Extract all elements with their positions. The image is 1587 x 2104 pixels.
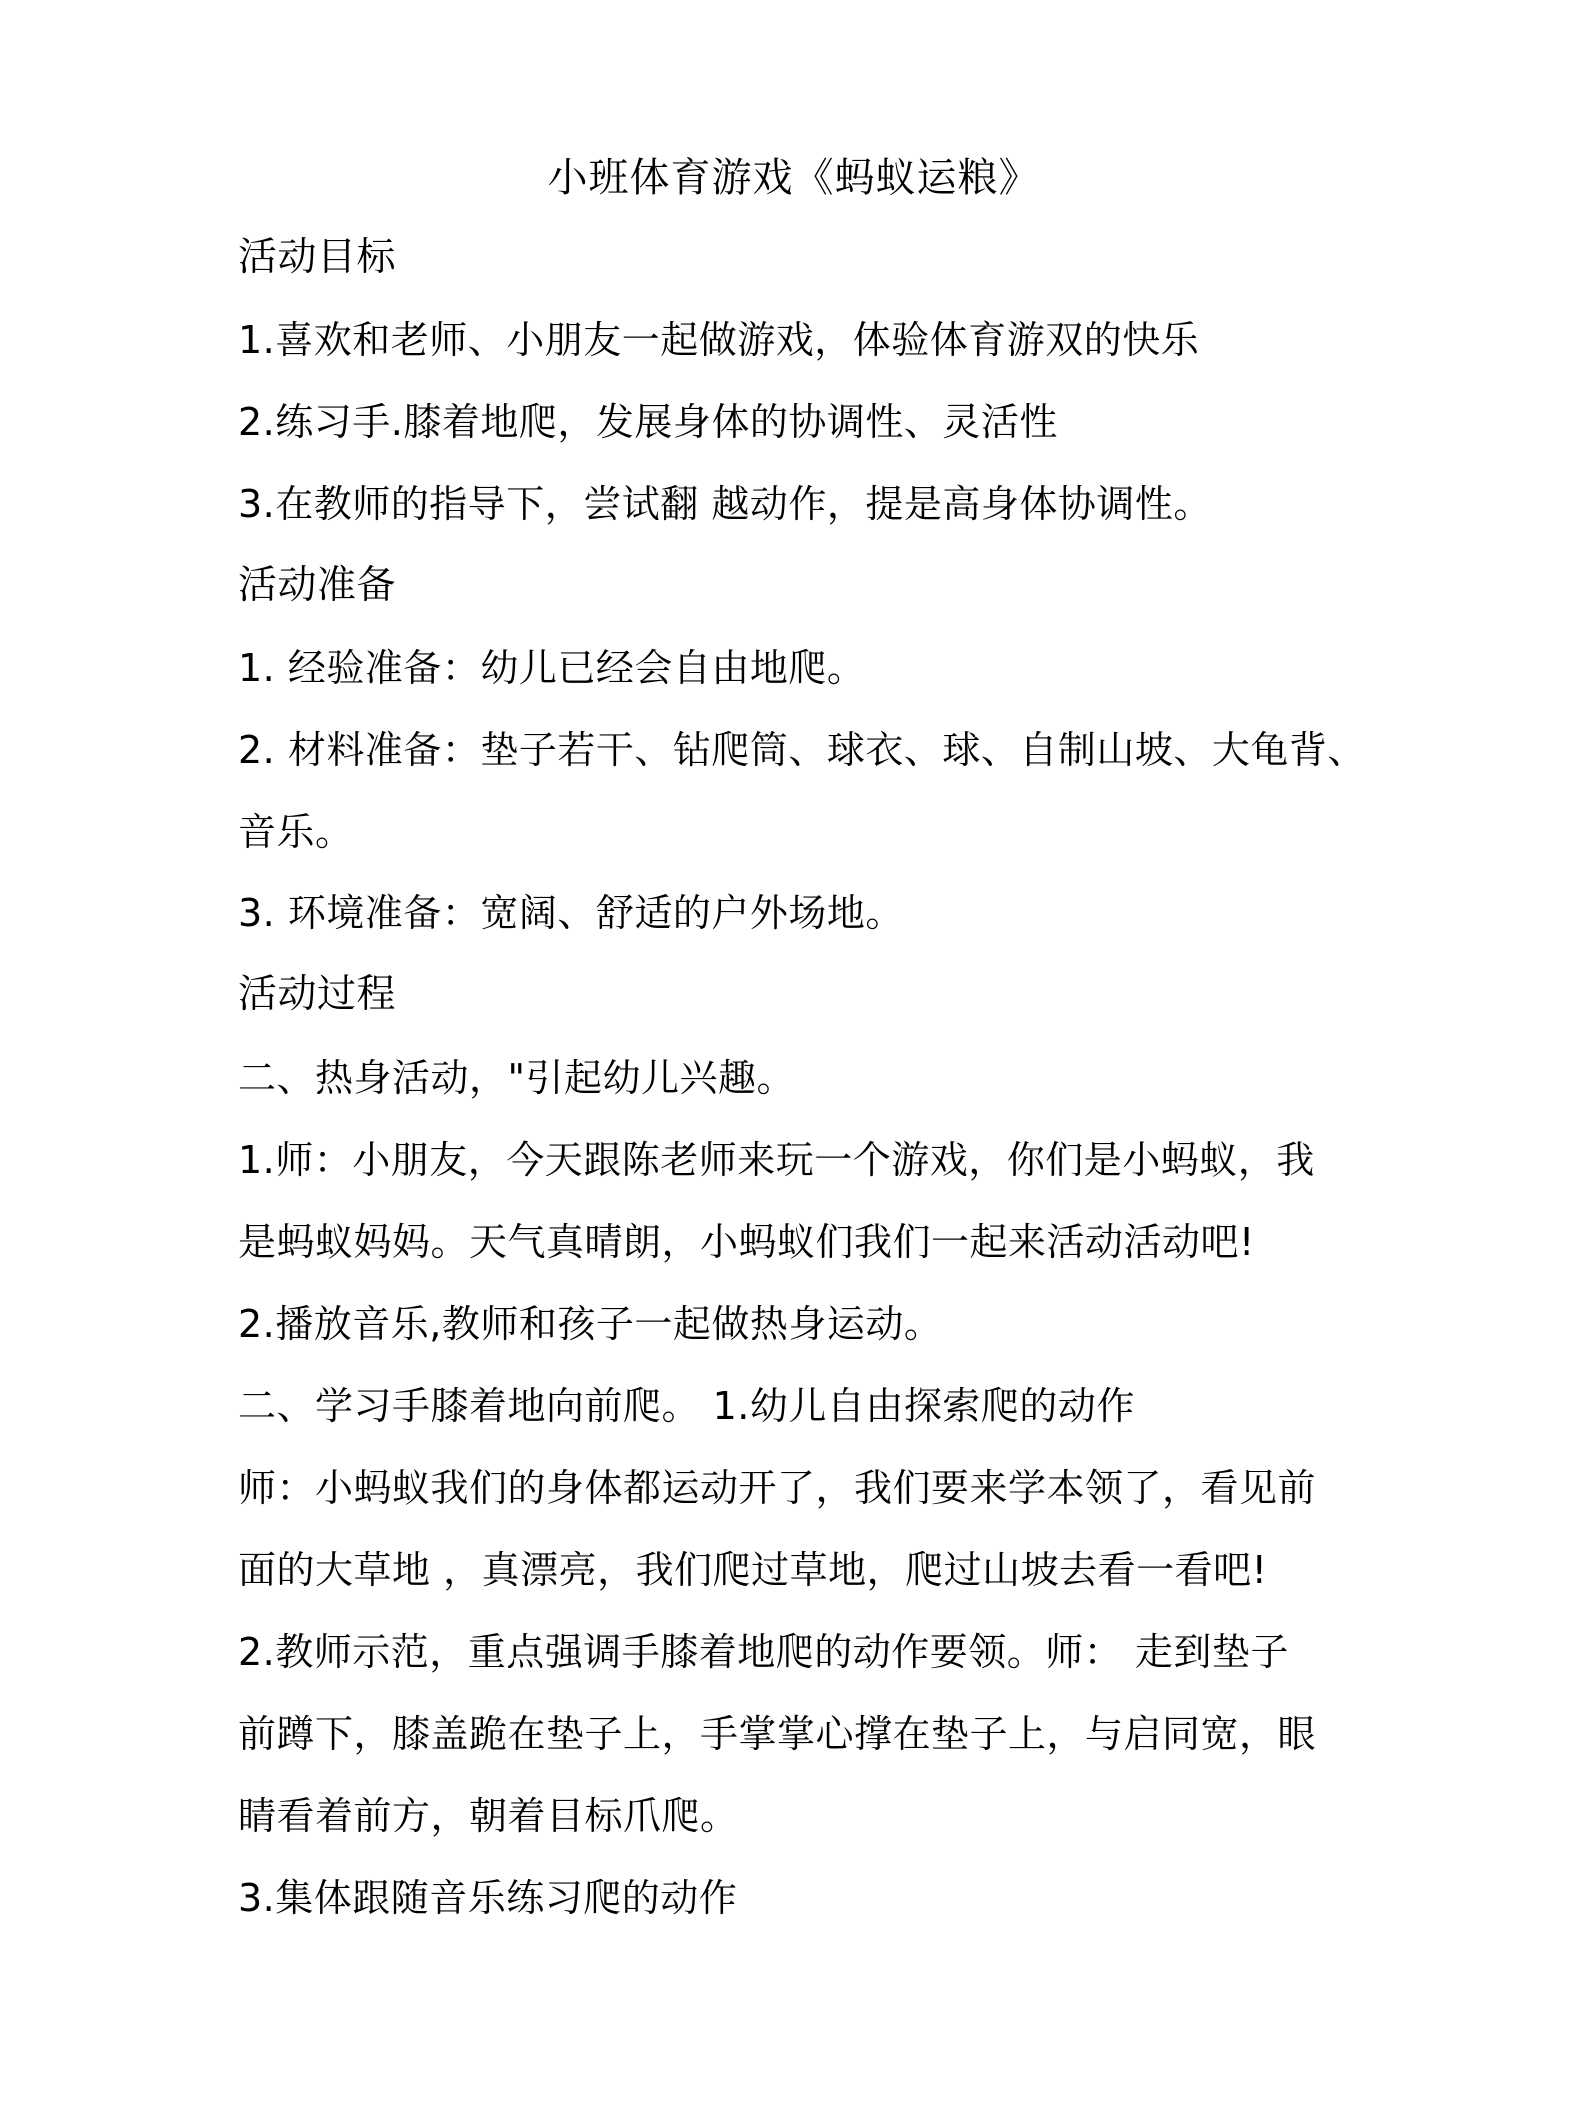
process-line-1: 二、热身活动，"引起幼儿兴趣。: [238, 1056, 795, 1100]
process-line-7: 面的大草地 ，真漂亮，我们爬过草地，爬过山坡去看一看吧!: [238, 1548, 1268, 1592]
section-heading-goals: 活动目标: [238, 235, 397, 280]
section-heading-process: 活动过程: [238, 972, 397, 1017]
process-line-10: 睛看着前方，朝着目标爪爬。: [238, 1794, 739, 1838]
prep-line-3: 3. 环境准备：宽阔、舒适的户外场地。: [238, 891, 904, 935]
prep-line-1: 1. 经验准备：幼儿已经会自由地爬。: [238, 646, 866, 690]
process-line-8: 2.教师示范，重点强调手膝着地爬的动作要领。师： 走到垫子: [238, 1630, 1289, 1674]
process-line-11: 3.集体跟随音乐练习爬的动作: [238, 1876, 738, 1920]
goal-line-3: 3.在教师的指导下，尝试翻 越动作，提是高身体协调性。: [238, 482, 1212, 526]
process-line-4: 2.播放音乐,教师和孩子一起做热身运动。: [238, 1302, 943, 1346]
process-line-5: 二、学习手膝着地向前爬。 1.幼儿自由探索爬的动作: [238, 1384, 1135, 1428]
process-line-2: 1.师：小朋友，今天跟陈老师来玩一个游戏，你们是小蚂蚁，我: [238, 1138, 1315, 1182]
section-heading-preparation: 活动准备: [238, 563, 397, 608]
prep-line-2: 2. 材料准备：垫子若干、钻爬筒、球衣、球、自制山坡、大龟背、: [238, 728, 1366, 772]
goal-line-1: 1.喜欢和老师、小朋友一起做游戏，体验体育游双的快乐: [238, 318, 1200, 362]
document-title: 小班体育游戏《蚂蚁运粮》: [547, 155, 1040, 201]
process-line-9: 前蹲下，膝盖跪在垫子上，手掌掌心撑在垫子上，与启同宽，眼: [238, 1712, 1317, 1756]
process-line-3: 是蚂蚁妈妈。天气真晴朗，小蚂蚁们我们一起来活动活动吧!: [238, 1220, 1255, 1264]
process-line-6: 师：小蚂蚁我们的身体都运动开了，我们要来学本领了，看见前: [238, 1466, 1317, 1510]
prep-line-2-cont: 音乐。: [238, 810, 354, 854]
goal-line-2: 2.练习手.膝着地爬，发展身体的协调性、灵活性: [238, 400, 1058, 444]
